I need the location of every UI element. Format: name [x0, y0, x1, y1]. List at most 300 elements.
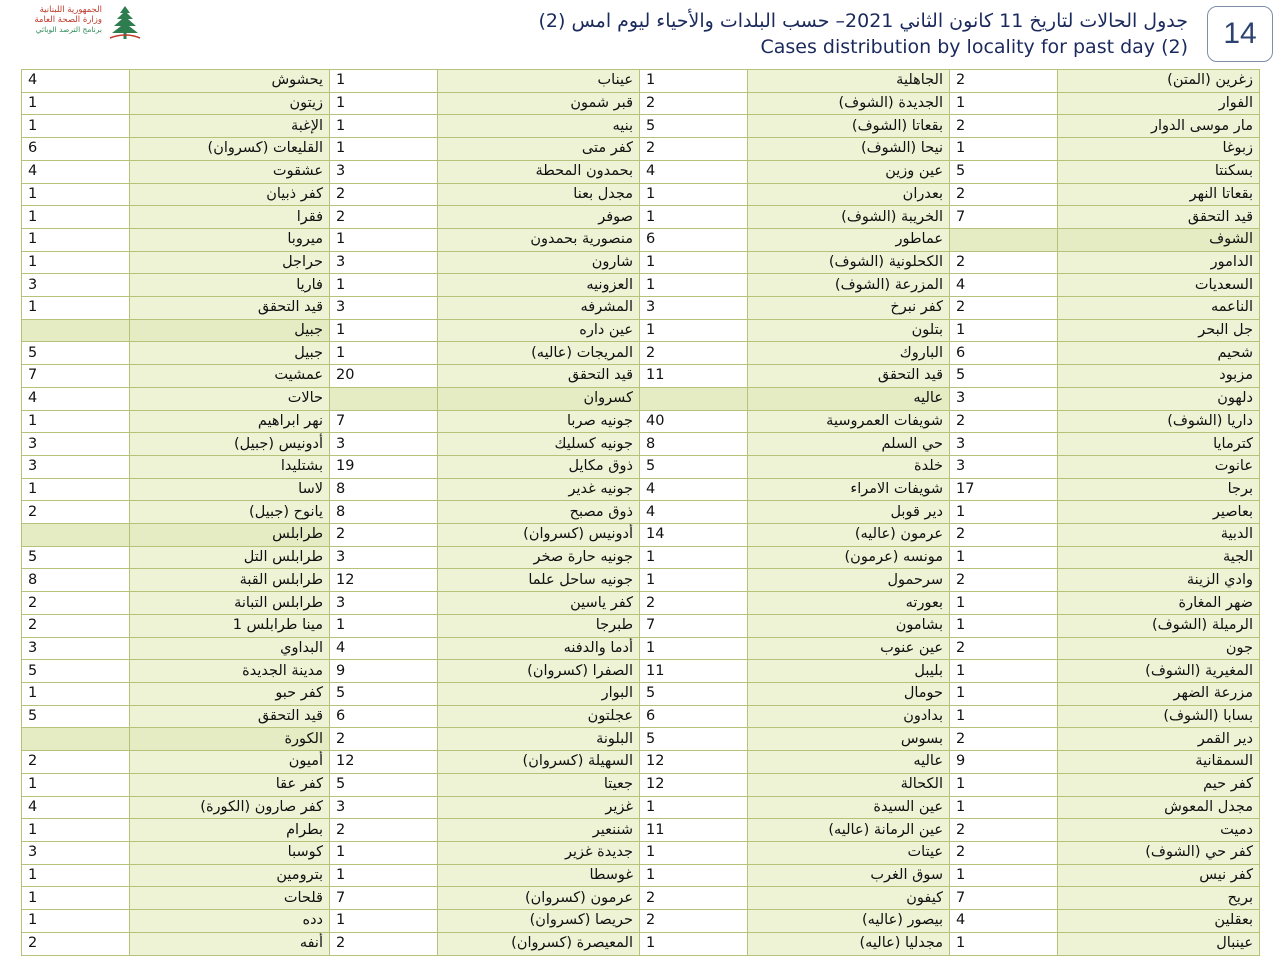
logo-line-ministry: وزارة الصحة العامة — [34, 15, 102, 25]
locality-name-cell: يانوح (جبيل) — [130, 501, 330, 524]
case-count-cell: 3 — [950, 387, 1058, 410]
case-count-cell: 1 — [330, 228, 438, 251]
locality-name-cell: قيد التحقق — [748, 365, 950, 388]
case-count-cell: 1 — [22, 206, 130, 229]
case-count-cell: 4 — [950, 274, 1058, 297]
case-count-cell: 1 — [22, 92, 130, 115]
locality-name-cell: حراجل — [130, 251, 330, 274]
district-header-cell: جبيل — [130, 319, 330, 342]
case-count-cell: 7 — [950, 206, 1058, 229]
case-count-cell: 2 — [950, 819, 1058, 842]
locality-name-cell: بسوس — [748, 728, 950, 751]
case-count-cell: 12 — [330, 569, 438, 592]
locality-name-cell: بعاصير — [1058, 501, 1260, 524]
case-count-cell: 1 — [22, 115, 130, 138]
case-count-cell: 3 — [22, 637, 130, 660]
locality-name-cell: طبرجا — [438, 614, 640, 637]
locality-name-cell: جونيه غدير — [438, 478, 640, 501]
case-count-cell: 2 — [330, 206, 438, 229]
locality-name-cell: نهر ابراهيم — [130, 410, 330, 433]
case-count-cell: 2 — [22, 614, 130, 637]
case-count-cell: 5 — [640, 682, 748, 705]
locality-name-cell: صوفر — [438, 206, 640, 229]
locality-name-cell: سرحمول — [748, 569, 950, 592]
locality-name-cell: أدما والدفنه — [438, 637, 640, 660]
locality-name-cell: شويفات الامراء — [748, 478, 950, 501]
table-row — [22, 864, 1260, 887]
case-count-cell: 5 — [950, 160, 1058, 183]
case-count-cell: 6 — [330, 705, 438, 728]
locality-name-cell: برجا — [1058, 478, 1260, 501]
table-row — [22, 115, 1260, 138]
locality-name-cell: بطرام — [130, 819, 330, 842]
case-count-cell: 2 — [330, 183, 438, 206]
case-count-cell: 1 — [950, 546, 1058, 569]
locality-name-cell: ضهر المغارة — [1058, 592, 1260, 615]
locality-name-cell: زغرين (المتن) — [1058, 70, 1260, 93]
locality-name-cell: قيد التحقق — [130, 297, 330, 320]
case-count-cell: 4 — [22, 70, 130, 93]
case-count-cell: 1 — [950, 660, 1058, 683]
case-count-cell: 17 — [950, 478, 1058, 501]
table-row — [22, 410, 1260, 433]
case-count-cell: 5 — [640, 455, 748, 478]
case-count-cell: 8 — [22, 569, 130, 592]
locality-name-cell: عاليه — [748, 751, 950, 774]
case-count-cell: 1 — [330, 910, 438, 933]
case-count-cell: 4 — [950, 910, 1058, 933]
table-row — [22, 138, 1260, 161]
case-count-cell: 12 — [640, 751, 748, 774]
case-count-cell: 1 — [640, 206, 748, 229]
case-count-cell: 8 — [330, 478, 438, 501]
case-count-cell: 2 — [22, 932, 130, 955]
case-count-cell: 5 — [330, 682, 438, 705]
locality-name-cell: شويفات العمروسية — [748, 410, 950, 433]
table-row — [22, 887, 1260, 910]
case-count-cell: 1 — [640, 183, 748, 206]
case-count-cell: 1 — [640, 932, 748, 955]
locality-name-cell: مدينة الجديدة — [130, 660, 330, 683]
locality-name-cell: بيصور (عاليه) — [748, 910, 950, 933]
table-row — [22, 524, 1260, 547]
case-count-cell: 1 — [640, 796, 748, 819]
locality-name-cell: أنفه — [130, 932, 330, 955]
locality-name-cell: عين وزين — [748, 160, 950, 183]
case-count-cell: 2 — [640, 887, 748, 910]
locality-name-cell: طرابلس التبانة — [130, 592, 330, 615]
table-row — [22, 637, 1260, 660]
table-row — [22, 92, 1260, 115]
locality-name-cell: مزبود — [1058, 365, 1260, 388]
case-count-cell: 3 — [22, 274, 130, 297]
case-count-cell: 2 — [640, 592, 748, 615]
table-row — [22, 546, 1260, 569]
case-count-cell: 1 — [950, 92, 1058, 115]
locality-name-cell: الناعمه — [1058, 297, 1260, 320]
section-band-cell — [22, 319, 130, 342]
locality-name-cell: قيد التحقق — [130, 705, 330, 728]
locality-name-cell: الدامور — [1058, 251, 1260, 274]
locality-name-cell: كفر نيس — [1058, 864, 1260, 887]
table-row — [22, 773, 1260, 796]
locality-name-cell: ميروبا — [130, 228, 330, 251]
locality-name-cell: جونيه ساحل علما — [438, 569, 640, 592]
case-count-cell: 2 — [640, 92, 748, 115]
locality-name-cell: كفر حيم — [1058, 773, 1260, 796]
locality-name-cell: كفر متى — [438, 138, 640, 161]
case-count-cell: 4 — [640, 160, 748, 183]
case-count-cell: 7 — [330, 887, 438, 910]
case-count-cell: 2 — [950, 637, 1058, 660]
locality-name-cell: الصفرا (كسروان) — [438, 660, 640, 683]
page-title-arabic: جدول الحالات لتاريخ 11 كانون الثاني 2021– حسب البلدات والأحياء ليوم امس (2) — [538, 10, 1188, 32]
locality-name-cell: كفر حبو — [130, 682, 330, 705]
table-row — [22, 365, 1260, 388]
case-count-cell: 1 — [330, 841, 438, 864]
locality-name-cell: البلونة — [438, 728, 640, 751]
locality-name-cell: بعورته — [748, 592, 950, 615]
locality-name-cell: بسكنتا — [1058, 160, 1260, 183]
case-count-cell: 1 — [950, 319, 1058, 342]
district-header-cell: عاليه — [748, 387, 950, 410]
locality-name-cell: دير القمر — [1058, 728, 1260, 751]
district-header-cell: طرابلس — [130, 524, 330, 547]
table-row — [22, 682, 1260, 705]
district-header-cell: الشوف — [1058, 228, 1260, 251]
locality-name-cell: قلحات — [130, 887, 330, 910]
case-count-cell: 1 — [950, 773, 1058, 796]
case-count-cell: 6 — [640, 228, 748, 251]
case-count-cell: 7 — [22, 365, 130, 388]
locality-name-cell: القليعات (كسروان) — [130, 138, 330, 161]
locality-name-cell: مار موسى الدوار — [1058, 115, 1260, 138]
locality-name-cell: بعقلين — [1058, 910, 1260, 933]
table-row — [22, 910, 1260, 933]
locality-name-cell: بحمدون المحطة — [438, 160, 640, 183]
locality-name-cell: دده — [130, 910, 330, 933]
locality-name-cell: كفر صارون (الكورة) — [130, 796, 330, 819]
table-row — [22, 569, 1260, 592]
table-row — [22, 387, 1260, 410]
locality-name-cell: عرمون (عاليه) — [748, 524, 950, 547]
case-count-cell: 4 — [22, 796, 130, 819]
locality-name-cell: دميت — [1058, 819, 1260, 842]
ministry-logo — [10, 4, 142, 44]
case-count-cell: 1 — [640, 841, 748, 864]
case-count-cell: 5 — [22, 546, 130, 569]
case-count-cell: 1 — [22, 478, 130, 501]
case-count-cell: 7 — [950, 887, 1058, 910]
locality-name-cell: مونسه (عرمون) — [748, 546, 950, 569]
locality-name-cell: كترمايا — [1058, 433, 1260, 456]
cedar-tree-icon — [106, 4, 144, 42]
table-row — [22, 501, 1260, 524]
locality-name-cell: عين الرمانة (عاليه) — [748, 819, 950, 842]
locality-name-cell: بشامون — [748, 614, 950, 637]
locality-name-cell: المغيرية (الشوف) — [1058, 660, 1260, 683]
case-count-cell: 2 — [640, 910, 748, 933]
locality-name-cell: طرابلس القبة — [130, 569, 330, 592]
table-row — [22, 614, 1260, 637]
case-count-cell: 1 — [950, 592, 1058, 615]
table-row — [22, 819, 1260, 842]
locality-name-cell: فاريا — [130, 274, 330, 297]
locality-name-cell: عانوت — [1058, 455, 1260, 478]
case-count-cell: 3 — [330, 297, 438, 320]
case-count-cell: 1 — [330, 342, 438, 365]
locality-name-cell: أميون — [130, 751, 330, 774]
locality-name-cell: بعدران — [748, 183, 950, 206]
locality-name-cell: قبر شمون — [438, 92, 640, 115]
locality-name-cell: كفر حي (الشوف) — [1058, 841, 1260, 864]
case-count-cell: 1 — [330, 138, 438, 161]
case-count-cell: 6 — [640, 705, 748, 728]
title-block — [538, 8, 1188, 60]
locality-name-cell: عين داره — [438, 319, 640, 342]
case-count-cell: 1 — [950, 501, 1058, 524]
case-count-cell: 1 — [950, 614, 1058, 637]
cases-table — [21, 69, 1260, 956]
locality-name-cell: السهيلة (كسروان) — [438, 751, 640, 774]
case-count-cell: 9 — [950, 751, 1058, 774]
case-count-cell: 2 — [950, 70, 1058, 93]
locality-name-cell: الدبية — [1058, 524, 1260, 547]
locality-name-cell: عيتات — [748, 841, 950, 864]
locality-name-cell: بشتليدا — [130, 455, 330, 478]
locality-name-cell: شارون — [438, 251, 640, 274]
logo-text — [10, 5, 102, 35]
case-count-cell: 3 — [640, 297, 748, 320]
locality-name-cell: الإغبة — [130, 115, 330, 138]
case-count-cell: 2 — [950, 569, 1058, 592]
case-count-cell: 8 — [640, 433, 748, 456]
locality-name-cell: السعديات — [1058, 274, 1260, 297]
locality-name-cell: عجلتون — [438, 705, 640, 728]
case-count-cell: 7 — [640, 614, 748, 637]
section-band-cell — [330, 387, 438, 410]
table-row — [22, 342, 1260, 365]
case-count-cell: 1 — [640, 319, 748, 342]
table-row — [22, 705, 1260, 728]
locality-name-cell: مجدل بعنا — [438, 183, 640, 206]
locality-name-cell: جون — [1058, 637, 1260, 660]
table-row — [22, 297, 1260, 320]
table-row — [22, 455, 1260, 478]
case-count-cell: 1 — [22, 773, 130, 796]
case-count-cell: 1 — [330, 319, 438, 342]
locality-name-cell: زبوغا — [1058, 138, 1260, 161]
locality-name-cell: عشقوت — [130, 160, 330, 183]
locality-name-cell: فقرا — [130, 206, 330, 229]
locality-name-cell: الباروك — [748, 342, 950, 365]
case-count-cell: 20 — [330, 365, 438, 388]
case-count-cell: 1 — [330, 70, 438, 93]
case-count-cell: 3 — [330, 251, 438, 274]
case-count-cell: 5 — [22, 705, 130, 728]
locality-name-cell: دير قوبل — [748, 501, 950, 524]
case-count-cell: 2 — [330, 728, 438, 751]
case-count-cell: 1 — [640, 637, 748, 660]
locality-name-cell: العزونيه — [438, 274, 640, 297]
locality-name-cell: دلهون — [1058, 387, 1260, 410]
locality-name-cell: طرابلس التل — [130, 546, 330, 569]
locality-name-cell: البوار — [438, 682, 640, 705]
case-count-cell: 1 — [640, 546, 748, 569]
table-row — [22, 319, 1260, 342]
table-row — [22, 592, 1260, 615]
page-header — [0, 0, 1280, 66]
table-row — [22, 274, 1260, 297]
case-count-cell: 1 — [950, 705, 1058, 728]
section-band-cell — [22, 524, 130, 547]
case-count-cell: 5 — [22, 342, 130, 365]
logo-line-program: برنامج الترصد الوبائي — [35, 25, 102, 34]
table-row — [22, 183, 1260, 206]
locality-name-cell: بنيه — [438, 115, 640, 138]
case-count-cell: 2 — [22, 592, 130, 615]
case-count-cell: 1 — [640, 70, 748, 93]
case-count-cell: 1 — [22, 228, 130, 251]
locality-name-cell: بسابا (الشوف) — [1058, 705, 1260, 728]
table-row — [22, 251, 1260, 274]
locality-name-cell: عينبال — [1058, 932, 1260, 955]
case-count-cell: 2 — [640, 342, 748, 365]
locality-name-cell: كوسبا — [130, 841, 330, 864]
case-count-cell: 3 — [330, 796, 438, 819]
case-count-cell: 1 — [330, 864, 438, 887]
locality-name-cell: أدونيس (جبيل) — [130, 433, 330, 456]
case-count-cell: 11 — [640, 819, 748, 842]
locality-name-cell: الرميلة (الشوف) — [1058, 614, 1260, 637]
case-count-cell: 3 — [330, 160, 438, 183]
locality-name-cell: الخريبة (الشوف) — [748, 206, 950, 229]
locality-name-cell: بريح — [1058, 887, 1260, 910]
case-count-cell: 3 — [330, 433, 438, 456]
locality-name-cell: قيد التحقق — [1058, 206, 1260, 229]
locality-name-cell: ذوق مصبح — [438, 501, 640, 524]
locality-name-cell: وادي الزينة — [1058, 569, 1260, 592]
locality-name-cell: يحشوش — [130, 70, 330, 93]
locality-name-cell: منصورية بحمدون — [438, 228, 640, 251]
case-count-cell: 2 — [330, 932, 438, 955]
district-header-cell: الكورة — [130, 728, 330, 751]
case-count-cell: 1 — [640, 569, 748, 592]
locality-name-cell: حي السلم — [748, 433, 950, 456]
case-count-cell: 1 — [22, 410, 130, 433]
locality-name-cell: عرمون (كسروان) — [438, 887, 640, 910]
case-count-cell: 1 — [22, 251, 130, 274]
case-count-cell: 1 — [950, 932, 1058, 955]
case-count-cell: 2 — [330, 524, 438, 547]
case-count-cell: 1 — [22, 183, 130, 206]
case-count-cell: 5 — [330, 773, 438, 796]
locality-name-cell: ذوق مكايل — [438, 455, 640, 478]
case-count-cell: 1 — [330, 115, 438, 138]
case-count-cell: 7 — [330, 410, 438, 433]
case-count-cell: 3 — [22, 841, 130, 864]
table-row — [22, 478, 1260, 501]
case-count-cell: 1 — [22, 887, 130, 910]
case-count-cell: 3 — [950, 455, 1058, 478]
district-header-cell: كسروان — [438, 387, 640, 410]
locality-name-cell: المعيصرة (كسروان) — [438, 932, 640, 955]
locality-name-cell: المزرعة (الشوف) — [748, 274, 950, 297]
case-count-cell: 1 — [950, 864, 1058, 887]
locality-name-cell: لاسا — [130, 478, 330, 501]
locality-name-cell: عيناب — [438, 70, 640, 93]
case-count-cell: 2 — [330, 819, 438, 842]
locality-name-cell: كيفون — [748, 887, 950, 910]
case-count-cell: 5 — [22, 660, 130, 683]
locality-name-cell: زيتون — [130, 92, 330, 115]
locality-name-cell: بترومين — [130, 864, 330, 887]
table-row — [22, 932, 1260, 955]
locality-name-cell: بقعاتا (الشوف) — [748, 115, 950, 138]
case-count-cell: 3 — [22, 433, 130, 456]
locality-name-cell: المريجات (عاليه) — [438, 342, 640, 365]
case-count-cell: 1 — [330, 614, 438, 637]
case-count-cell: 6 — [22, 138, 130, 161]
section-band-cell — [950, 228, 1058, 251]
case-count-cell: 3 — [330, 546, 438, 569]
case-count-cell: 8 — [330, 501, 438, 524]
locality-name-cell: بقعاتا النهر — [1058, 183, 1260, 206]
locality-name-cell: جعيتا — [438, 773, 640, 796]
locality-name-cell: بليبل — [748, 660, 950, 683]
case-count-cell: 4 — [22, 160, 130, 183]
page-number-badge: 14 — [1207, 6, 1273, 62]
locality-name-cell: بتلون — [748, 319, 950, 342]
locality-name-cell: أدونيس (كسروان) — [438, 524, 640, 547]
locality-name-cell: مجدليا (عاليه) — [748, 932, 950, 955]
locality-name-cell: كفر ياسين — [438, 592, 640, 615]
locality-name-cell: الكحالة — [748, 773, 950, 796]
locality-name-cell: عين السيدة — [748, 796, 950, 819]
case-count-cell: 2 — [950, 183, 1058, 206]
locality-name-cell: جديدة غزير — [438, 841, 640, 864]
case-count-cell: 4 — [330, 637, 438, 660]
case-count-cell: 2 — [640, 138, 748, 161]
table-row — [22, 206, 1260, 229]
case-count-cell: 12 — [330, 751, 438, 774]
locality-name-cell: قيد التحقق — [438, 365, 640, 388]
case-count-cell: 1 — [950, 138, 1058, 161]
case-count-cell: 3 — [330, 592, 438, 615]
case-count-cell: 2 — [950, 115, 1058, 138]
case-count-cell: 1 — [22, 819, 130, 842]
case-count-cell: 1 — [950, 682, 1058, 705]
locality-name-cell: عماطور — [748, 228, 950, 251]
page-title-english: Cases distribution by locality for past day (2) — [760, 36, 1188, 58]
locality-name-cell: المشرفه — [438, 297, 640, 320]
locality-name-cell: عمشيت — [130, 365, 330, 388]
table-row — [22, 160, 1260, 183]
locality-name-cell: الجية — [1058, 546, 1260, 569]
case-count-cell: 1 — [22, 910, 130, 933]
case-count-cell: 1 — [640, 864, 748, 887]
table-row — [22, 841, 1260, 864]
case-count-cell: 11 — [640, 660, 748, 683]
case-count-cell: 19 — [330, 455, 438, 478]
case-count-cell: 4 — [22, 387, 130, 410]
locality-name-cell: جونيه كسليك — [438, 433, 640, 456]
locality-name-cell: الجاهلية — [748, 70, 950, 93]
case-count-cell: 5 — [950, 365, 1058, 388]
case-count-cell: 1 — [640, 251, 748, 274]
case-count-cell: 40 — [640, 410, 748, 433]
locality-name-cell: مزرعة الضهر — [1058, 682, 1260, 705]
